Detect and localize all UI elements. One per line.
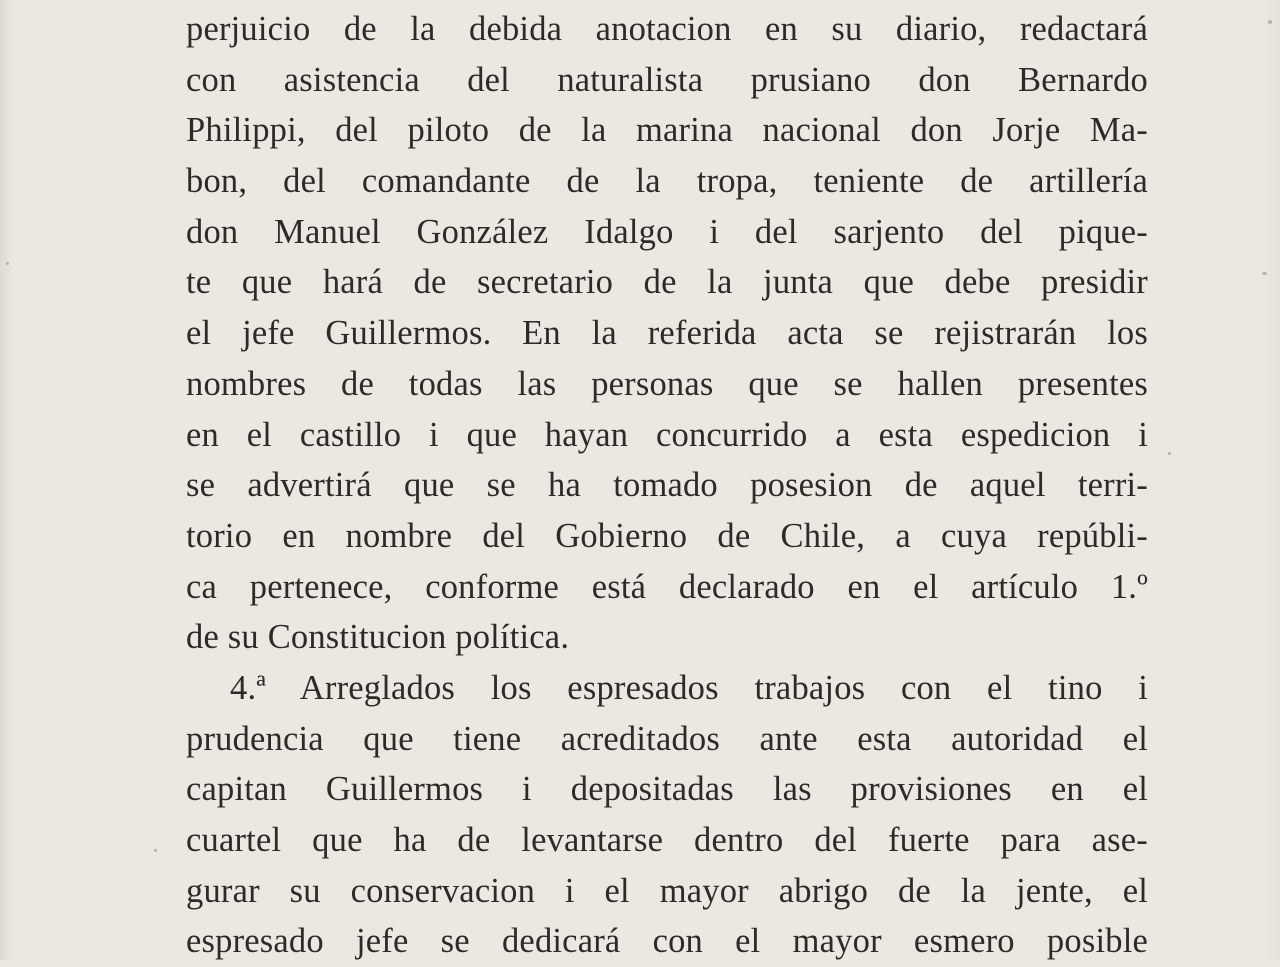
text-line: el jefe Guillermos. En la referida acta se rejistrarán los	[186, 314, 1148, 353]
text-line: con asistencia del naturalista prusiano don Bernardo	[186, 60, 1148, 99]
text-line: perjuicio de la debida anotacion en su diario, redactará	[186, 10, 1148, 48]
text-line: capitan Guillermos i depositadas las provisiones en el	[186, 770, 1148, 809]
text-line: Philippi, del piloto de la marina nacional don Jorje Ma-	[186, 111, 1148, 150]
text-line: don Manuel González Idalgo i del sarjento del pique-	[186, 212, 1148, 251]
text-line: cuartel que ha de levantarse dentro del fuerte para ase-	[186, 821, 1148, 859]
text-line: espresado jefe se dedicará con el mayor esmero posible	[186, 922, 1148, 961]
body-text	[186, 4, 1148, 967]
text-line: nombres de todas las personas que se hallen presentes	[186, 364, 1148, 403]
paragraph-start-line: 4.ª Arreglados los espresados trabajos con el tino i	[230, 668, 1148, 707]
text-line: gurar su conservacion i el mayor abrigo de la jente, el	[186, 871, 1148, 910]
text-line: bon, del comandante de la tropa, teniente de artillería	[186, 162, 1148, 201]
text-line: en el castillo i que hayan concurrido a esta espedicion i	[186, 415, 1148, 454]
text-line: se advertirá que se ha tomado posesion de aquel terri-	[186, 466, 1148, 505]
text-line: torio en nombre del Gobierno de Chile, a cuya repúbli-	[186, 516, 1148, 555]
paper-speck	[154, 849, 157, 852]
paper-speck	[6, 262, 9, 265]
text-line: prudencia que tiene acreditados ante esta autoridad el	[186, 719, 1148, 758]
text-line: ca pertenece, conforme está declarado en el artículo 1.º	[186, 567, 1148, 606]
text-line: de su Constitucion política.	[186, 618, 570, 657]
text-line: te que hará de secretario de la junta que debe presidir	[186, 263, 1148, 302]
paper-speck	[1168, 452, 1171, 455]
paper-speck	[1268, 20, 1272, 24]
paper-speck	[1262, 272, 1267, 275]
